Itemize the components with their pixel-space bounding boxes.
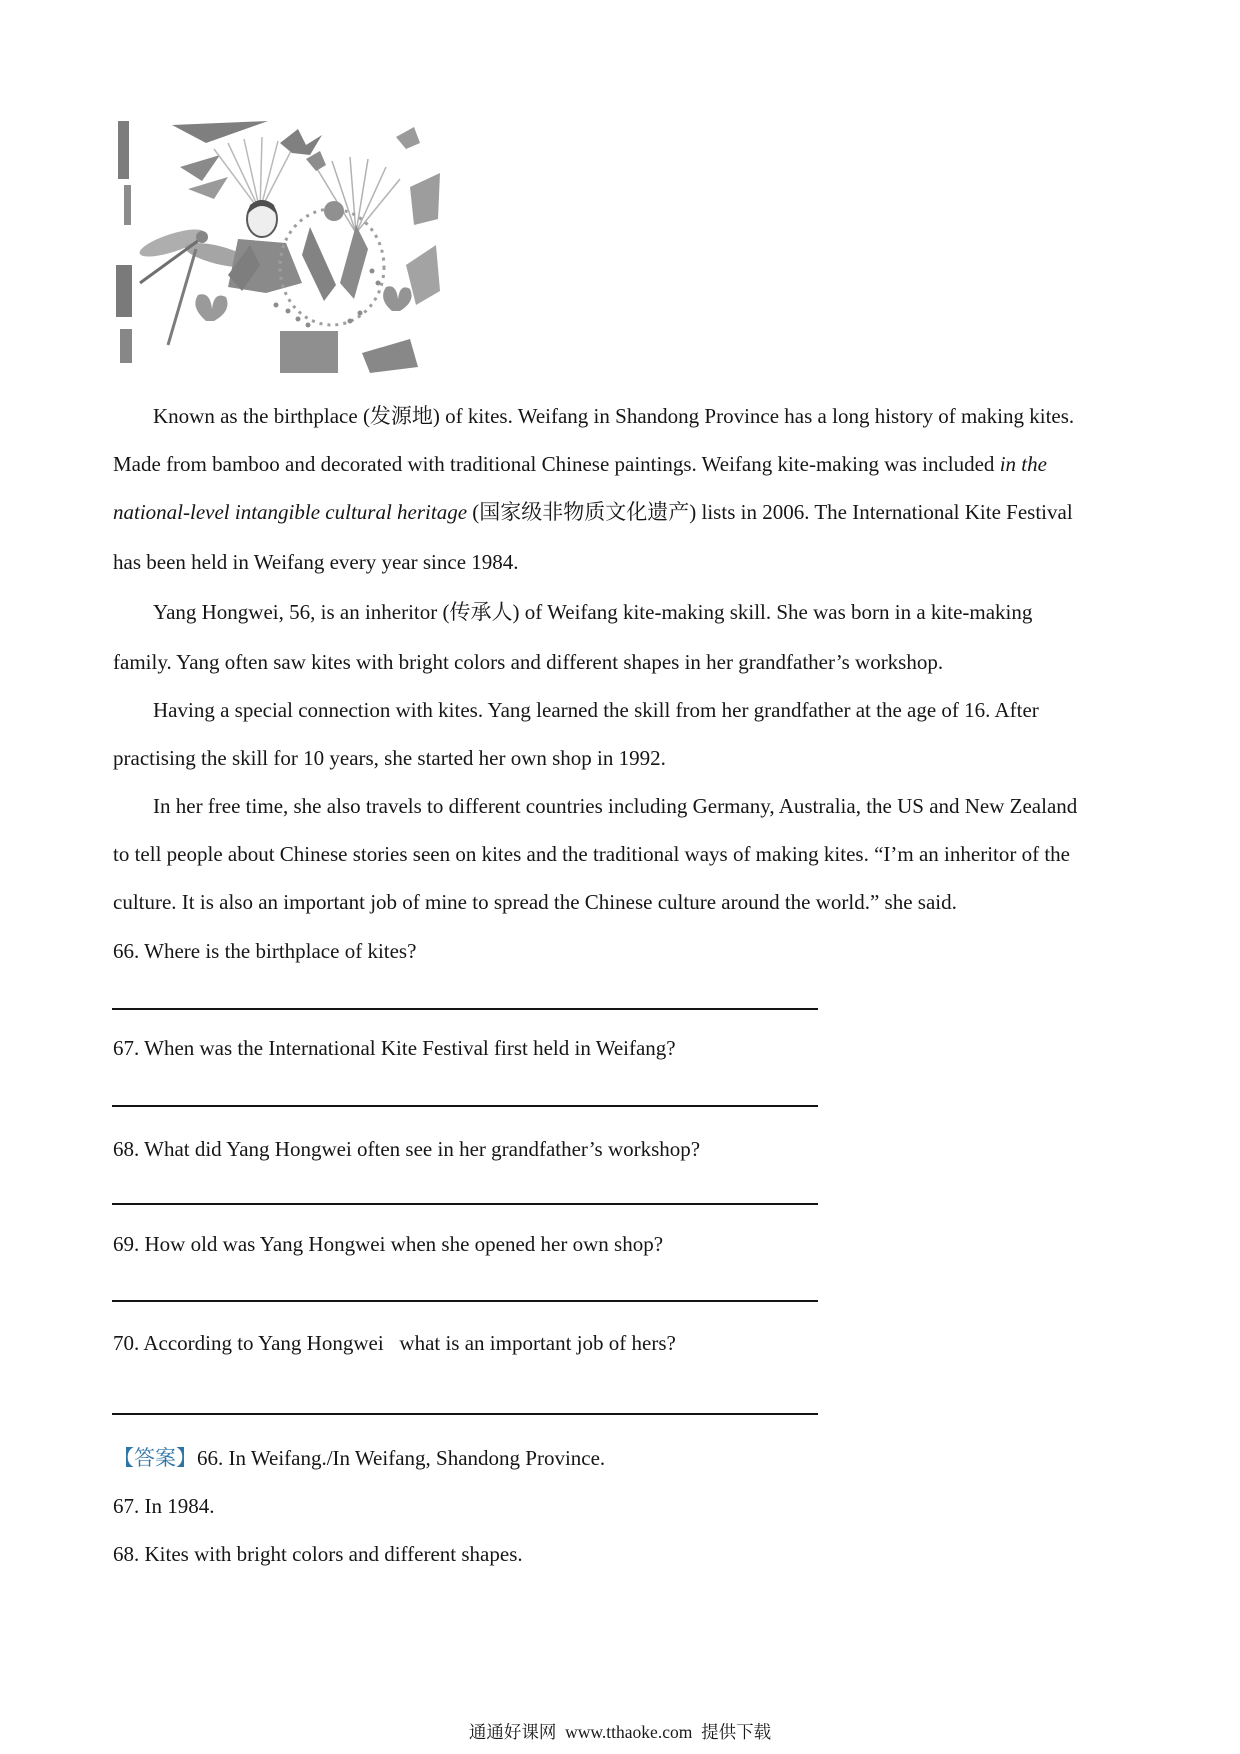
answer-67: 67. In 1984. [113, 1494, 215, 1518]
answer-66: 66. In Weifang./In Weifang, Shandong Province. [197, 1446, 606, 1470]
question-68: 68. What did Yang Hongwei often see in her grandfather’s workshop? [113, 1137, 701, 1161]
passage-line [113, 698, 1039, 722]
passage-text: Yang Hongwei, 56, is an inheritor (传承人) of Weifang kite-making skill. She was born in a kite-making [153, 600, 1033, 624]
passage-text-italic: national-level intangible cultural heritage [113, 500, 468, 524]
passage-line [113, 452, 1047, 476]
passage-text-italic: in the [999, 452, 1047, 476]
answers-label: 【答案】 [113, 1446, 197, 1470]
answer-blank-line [112, 1008, 818, 1010]
footer-text: 通通好课网 www.tthaoke.com 提供下载 [468, 1722, 772, 1742]
passage-line [113, 794, 1077, 818]
passage-text: (国家级非物质文化遗产) lists in 2006. The International Kite Festival [467, 500, 1073, 524]
passage-text: has been held in Weifang every year since 1984. [113, 550, 519, 574]
passage-line [113, 746, 666, 770]
answer-line [113, 1446, 605, 1470]
passage-text: Known as the birthplace (发源地) of kites. Weifang in Shandong Province has a long history of making kites. [153, 404, 1075, 428]
passage-text: to tell people about Chinese stories seen on kites and the traditional ways of making kites. “I’m an inheritor of the [113, 842, 1071, 866]
question-69: 69. How old was Yang Hongwei when she opened her own shop? [113, 1232, 664, 1256]
answer-68: 68. Kites with bright colors and different shapes. [113, 1542, 523, 1566]
passage-text: family. Yang often saw kites with bright colors and different shapes in her grandfather’s workshop. [113, 650, 944, 674]
passage-line [113, 842, 1070, 866]
passage-line [113, 600, 1032, 624]
passage-text: Having a special connection with kites. Yang learned the skill from her grandfather at the age of 16. After [153, 698, 1039, 722]
answer-blank-line [112, 1203, 818, 1205]
passage-text: In her free time, she also travels to different countries including Germany, Australia, the US and New Zealand [153, 794, 1078, 818]
passage-line [113, 650, 943, 674]
passage-line [113, 890, 957, 914]
question-70: 70. According to Yang Hongwei what is an important job of hers? [113, 1331, 676, 1355]
question-67: 67. When was the International Kite Festival first held in Weifang? [113, 1036, 676, 1060]
passage-text: culture. It is also an important job of mine to spread the Chinese culture around the world.” she said. [113, 890, 957, 914]
passage-text: practising the skill for 10 years, she started her own shop in 1992. [113, 746, 666, 770]
passage-text: Made from bamboo and decorated with traditional Chinese paintings. Weifang kite-making was included [113, 452, 1000, 476]
passage-line [113, 404, 1074, 428]
passage-line [113, 500, 1073, 524]
answer-blank-line [112, 1105, 818, 1107]
answer-blank-line [112, 1413, 818, 1415]
answer-blank-line [112, 1300, 818, 1302]
question-66: 66. Where is the birthplace of kites? [113, 939, 417, 963]
passage-line [113, 550, 519, 574]
kite-photo [110, 115, 442, 373]
